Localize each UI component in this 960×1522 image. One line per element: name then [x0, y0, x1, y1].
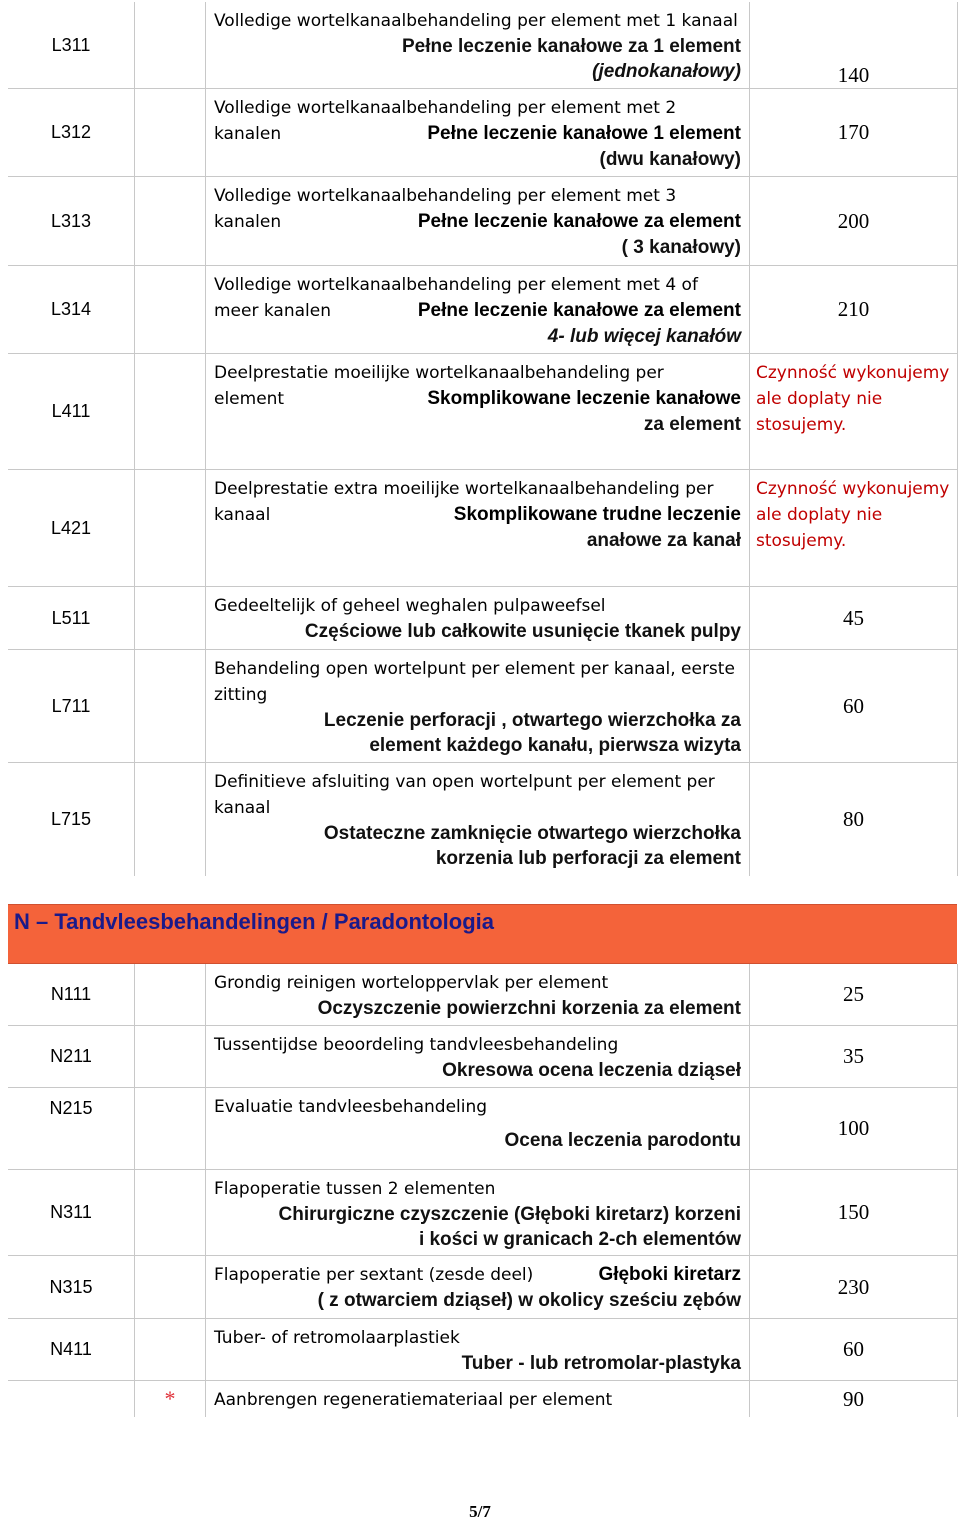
row-description — [205, 763, 749, 876]
row-code: L314 — [50, 299, 92, 319]
row-price: 230 — [749, 1256, 958, 1318]
description-pl: ( 3 kanałowy) — [621, 237, 741, 258]
page-number: 5/7 — [469, 1502, 491, 1521]
description-nl: Gedeeltelijk of geheel weghalen pulpaweefsel — [214, 596, 606, 616]
row-code: L313 — [50, 210, 92, 231]
description-nl: Behandeling open wortelpunt per element per kanaal, eerste — [214, 659, 735, 679]
row-mark — [134, 1088, 205, 1169]
description-nl: Tuber- of retromolaarplastiek — [214, 1328, 460, 1348]
row-mark — [134, 354, 205, 469]
row-description — [205, 89, 749, 176]
row-price: 25 — [749, 964, 958, 1025]
description-pl: element każdego kanału, pierwsza wizyta — [369, 735, 741, 756]
table-row — [8, 470, 958, 587]
row-price: 200 — [749, 177, 958, 265]
row-description — [205, 650, 749, 762]
row-description — [205, 1381, 749, 1417]
description-nl: Volledige wortelkanaalbehandeling per element met 4 of — [214, 275, 698, 295]
row-mark — [134, 89, 205, 176]
row-mark — [134, 1026, 205, 1087]
row-code: N311 — [50, 1202, 92, 1222]
description-pl: Częściowe lub całkowite usunięcie tkanek pulpy — [304, 621, 741, 642]
row-mark — [134, 470, 205, 586]
row-description — [205, 470, 749, 586]
row-price: 100 — [749, 1088, 958, 1169]
row-description — [205, 1256, 749, 1318]
row-note: Czynność wykonujemy ale doplaty nie stosujemy. — [749, 470, 958, 586]
table-row — [8, 89, 958, 177]
row-mark — [134, 587, 205, 649]
row-code: L312 — [50, 122, 92, 142]
description-pl: Skomplikowane trudne leczenie — [453, 504, 741, 525]
section-header — [8, 904, 957, 964]
description-pl: 4- lub więcej kanałów — [547, 326, 741, 347]
description-pl: Leczenie perforacji , otwartego wierzchołka za — [323, 710, 741, 731]
row-mark — [134, 177, 205, 265]
description-pl: Pełne leczenie kanałowe za element — [417, 300, 741, 321]
row-description — [205, 1319, 749, 1380]
table-row — [8, 1319, 958, 1381]
asterisk-icon: * — [134, 1381, 205, 1417]
description-pl: ( z otwarciem dziąseł) w okolicy sześciu zębów — [317, 1290, 741, 1311]
table-row — [8, 1026, 958, 1088]
table-row — [8, 763, 958, 876]
description-nl: Deelprestatie moeilijke wortelkanaalbehandeling per — [214, 363, 664, 383]
description-pl: Tuber - lub retromolar-plastyka — [461, 1353, 741, 1374]
table-row — [8, 1170, 958, 1256]
description-nl: Definitieve afsluiting van open wortelpunt per element per — [214, 772, 715, 792]
table-row — [8, 650, 958, 763]
row-code: L715 — [50, 809, 92, 829]
table-row — [8, 354, 958, 470]
description-nl: kanalen Pełne leczenie kanałowe za element — [214, 209, 741, 235]
row-price: 60 — [749, 1319, 958, 1380]
description-nl: kanalen Pełne leczenie kanałowe 1 element — [214, 121, 741, 147]
table-row — [8, 266, 958, 354]
description-pl: Pełne leczenie kanałowe za 1 element — [402, 36, 741, 57]
description-pl: (dwu kanałowy) — [599, 149, 741, 170]
table-row — [8, 587, 958, 650]
row-price: 35 — [749, 1026, 958, 1087]
description-nl: Flapoperatie per sextant (zesde deel) Głęboki kiretarz — [214, 1262, 741, 1288]
row-mark — [134, 1319, 205, 1380]
description-pl: (jednokanałowy) — [592, 61, 741, 82]
price-table-n — [8, 964, 958, 1417]
row-price: 150 — [749, 1170, 958, 1255]
description-nl: Volledige wortelkanaalbehandeling per element met 1 kanaal — [214, 11, 738, 31]
row-code: N211 — [50, 1046, 92, 1066]
row-mark — [134, 1256, 205, 1318]
row-code: N215 — [49, 1098, 93, 1118]
table-row — [8, 964, 958, 1026]
row-description — [205, 177, 749, 265]
description-pl: Pełne leczenie kanałowe 1 element — [427, 123, 741, 144]
table-row — [8, 1088, 958, 1170]
description-nl: zitting — [214, 685, 268, 705]
row-description — [205, 2, 749, 88]
table-row — [8, 1381, 958, 1417]
price-table-l — [8, 2, 958, 876]
row-description — [205, 266, 749, 353]
row-price: 90 — [749, 1381, 958, 1417]
row-description — [205, 587, 749, 649]
description-nl: Volledige wortelkanaalbehandeling per element met 3 — [214, 186, 677, 206]
description-pl: Chirurgiczne czyszczenie (Głęboki kiretarz) korzeni — [278, 1204, 741, 1225]
description-nl: Deelprestatie extra moeilijke wortelkanaalbehandeling per — [214, 479, 714, 499]
description-nl: Tussentijdse beoordeling tandvleesbehandeling — [214, 1035, 619, 1055]
row-code: L511 — [51, 607, 91, 628]
row-price: 140 — [749, 2, 958, 88]
row-code: N111 — [50, 984, 92, 1004]
row-description — [205, 1026, 749, 1087]
row-mark — [134, 266, 205, 353]
row-description — [205, 964, 749, 1025]
row-mark — [134, 964, 205, 1025]
description-nl: Volledige wortelkanaalbehandeling per element met 2 — [214, 98, 677, 118]
section-title: N – Tandvleesbehandelingen / Paradontologia — [14, 909, 495, 934]
row-note: Czynność wykonujemy ale doplaty nie stosujemy. — [749, 354, 958, 469]
row-mark — [134, 1170, 205, 1255]
row-mark — [134, 2, 205, 88]
row-price: 45 — [749, 587, 958, 649]
description-pl: Ostateczne zamknięcie otwartego wierzchołka — [323, 823, 741, 844]
row-code: N315 — [49, 1276, 93, 1297]
row-price: 80 — [749, 763, 958, 876]
description-pl: Głęboki kiretarz — [598, 1264, 741, 1285]
description-nl: element Skomplikowane leczenie kanałowe — [214, 386, 741, 412]
description-pl: anałowe za kanał — [586, 530, 741, 551]
description-pl: Oczyszczenie powierzchni korzenia za element — [317, 998, 741, 1019]
description-pl: Pełne leczenie kanałowe za element — [417, 211, 741, 232]
row-code: L711 — [51, 695, 91, 716]
description-nl: kanaal Skomplikowane trudne leczenie — [214, 502, 741, 528]
row-mark — [134, 650, 205, 762]
table-row — [8, 2, 958, 89]
description-pl: za element — [643, 414, 741, 435]
row-description — [205, 1088, 749, 1169]
row-code: L421 — [50, 517, 92, 538]
row-price: 210 — [749, 266, 958, 353]
description-nl: meer kanalen Pełne leczenie kanałowe za element — [214, 298, 741, 324]
description-pl: i kości w granicach 2-ch elementów — [418, 1229, 741, 1250]
description-pl: Okresowa ocena leczenia dziąseł — [442, 1060, 741, 1081]
row-code: L411 — [51, 401, 91, 421]
table-row — [8, 177, 958, 266]
description-pl: korzenia lub perforacji za element — [435, 848, 741, 869]
row-code: N411 — [50, 1339, 92, 1359]
row-price: 60 — [749, 650, 958, 762]
row-description — [205, 1170, 749, 1255]
row-code — [8, 1381, 134, 1417]
row-code: L311 — [51, 34, 91, 55]
table-row — [8, 1256, 958, 1319]
description-nl: Flapoperatie tussen 2 elementen — [214, 1179, 496, 1199]
row-mark — [134, 763, 205, 876]
description-nl: Grondig reinigen worteloppervlak per element — [214, 973, 609, 993]
row-description — [205, 354, 749, 469]
description-nl: Evaluatie tandvleesbehandeling — [214, 1097, 488, 1117]
row-price: 170 — [749, 89, 958, 176]
description-nl: Aanbrengen regeneratiemateriaal per element — [214, 1390, 613, 1410]
description-nl: kanaal — [214, 798, 271, 818]
description-pl: Ocena leczenia parodontu — [504, 1130, 741, 1151]
description-pl: Skomplikowane leczenie kanałowe — [427, 388, 741, 409]
